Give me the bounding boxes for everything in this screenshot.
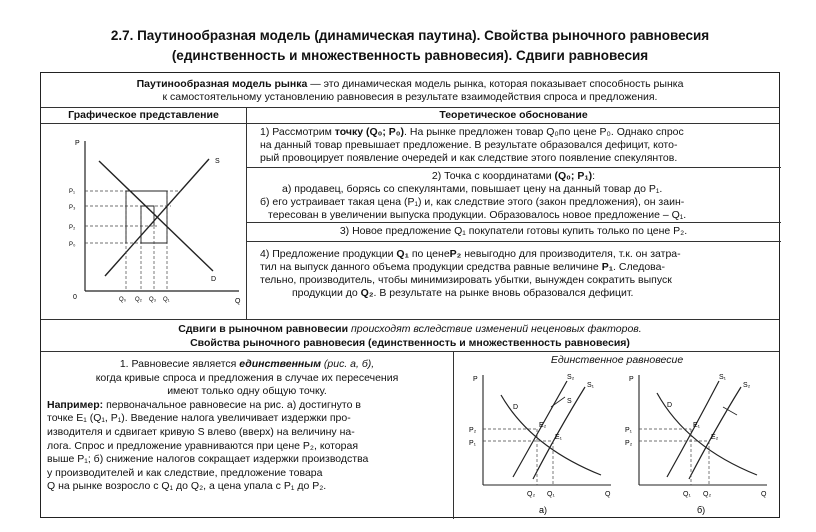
uniqueness-line: у производителей и как следствие, предложение товара (47, 466, 323, 479)
point-label: E₂ (539, 422, 547, 429)
theory-text: точку (Q₀; P₀) (334, 126, 405, 138)
figure-label: а) (539, 505, 548, 515)
p-label: P₁ (69, 189, 76, 195)
point-label: E₂ (711, 434, 719, 441)
uniqueness-line: выше P₁; б) снижение налогов сокращает издержки производства (47, 453, 369, 466)
theory-text: б) его устраивает такая цена (P₁) и, как следствие этого (закон предложения), он заин- (260, 196, 685, 208)
equilibrium-figures (461, 367, 773, 517)
uniqueness-line: 1. Равновесие является (119, 358, 240, 370)
q-label: Q₁ (683, 491, 691, 498)
curve-label: D (513, 404, 519, 411)
axis-p-label: P (75, 140, 80, 147)
uniqueness-line: точке E₁ (Q₁, P₁). Введение налога увеличивает издержки про- (47, 412, 351, 425)
uniqueness-text (41, 357, 453, 495)
definition (41, 77, 779, 105)
cobweb-graph (61, 131, 246, 316)
theory-step-2 (246, 169, 781, 223)
q-label: Q₁ (547, 491, 555, 498)
demand-curve (99, 161, 213, 271)
curve-label: S₁ (587, 382, 595, 389)
theory-text: по цене (408, 248, 450, 260)
content-table (40, 72, 780, 518)
divider (41, 319, 779, 320)
theory-text: тельно, производитель, чтобы минимизировать убытки, вынужден сократить выпуск (260, 274, 672, 286)
point-label: E₁ (693, 422, 701, 429)
theory-text: продукции до (292, 287, 361, 299)
theory-text: P₂ (449, 248, 462, 260)
theory-text: на данный товар превышает предложение. В результате образовался дефицит, кото- (260, 139, 678, 151)
curve-label: S₂ (743, 382, 751, 389)
theory-text: P₁ (601, 261, 614, 273)
shifts-bold: Сдвиги в рыночном равновесии (178, 323, 349, 335)
theory-step-3: 3) Новое предложение Q₁ покупатели готовы купить только по цене P₂. (339, 225, 688, 237)
curve-label: S (567, 398, 572, 405)
supply-label: S (215, 158, 220, 165)
supply-curve (105, 159, 209, 276)
theory-step-1 (246, 125, 781, 166)
uniqueness-line: изводителя и сдвигает кривую S влево (вверх) на величину на- (47, 425, 355, 438)
axis-p-label: P (629, 376, 634, 383)
theory-text: тересован в увеличении выпуска продукции. Образовалось новое предложение – Q₁. (268, 209, 687, 221)
definition-text-1: — это динамическая модель рынка, которая показывает способность рынка (307, 78, 684, 90)
point-label: E₁ (555, 434, 563, 441)
curve-label: S₂ (567, 374, 575, 381)
origin-label: 0 (73, 294, 77, 301)
q-label: Q₂ (135, 297, 142, 303)
page-title (40, 26, 780, 66)
properties-title: Свойства рыночного равновесия (единственность и множественность равновесия) (190, 337, 630, 349)
q-label: Q₃ (149, 297, 157, 303)
uniqueness-bold: единственным (239, 358, 321, 370)
theory-text: тил на выпуск данного объема продукции средства равные величине (260, 261, 602, 273)
p-label: P₂ (469, 427, 477, 434)
q-label: Q (761, 491, 767, 498)
uniqueness-line: имеют только одну общую точку. (167, 385, 327, 398)
curve-label: D (667, 402, 673, 409)
cobweb-spiral (126, 191, 167, 243)
theory-text: Q₂ (360, 287, 374, 299)
theory-text: Q₁ (396, 248, 409, 260)
theory-text: рый провоцирует появление очередей и как следствие этого появление спекулянтов. (260, 152, 678, 164)
divider (246, 241, 781, 242)
theory-text: . На рынке предложен товар Q₀по цене P₀. Однако спрос (404, 126, 684, 138)
theory-step-4 (246, 247, 781, 301)
curve-label: S₁ (719, 374, 727, 381)
uniqueness-line: первоначальное равновесие на рис. а) достигнуто в (103, 398, 361, 411)
theory-text: невыгодно для производителя, т.к. он затра- (461, 248, 681, 260)
figure-b (625, 374, 767, 515)
theory-text: . В результате на рынке вновь образовался дефицит. (373, 287, 634, 299)
p-label: P₁ (625, 427, 633, 434)
figures-caption: Единственное равновесие (550, 354, 684, 366)
q-label: Q (605, 491, 611, 498)
q-label: Q₂ (527, 491, 536, 498)
uniqueness-line: Q на рынке возросло с Q₁ до Q₂, а цена упала с P₁ до P₂. (47, 480, 327, 493)
example-label: Например: (47, 398, 104, 411)
divider (246, 167, 781, 168)
shifts-note (41, 322, 779, 337)
demand-label: D (211, 276, 217, 283)
title-line-2: (единственность и множественность равновесия). Сдвиги равновесия (171, 48, 649, 63)
theory-text: 2) Точка с координатами (431, 170, 555, 182)
axis-q-label: Q (235, 298, 241, 305)
p-label: P₂ (69, 225, 76, 231)
title-line-1: 2.7. Паутинообразная модель (динамическая паутина). Свойства рыночного равновесия (110, 28, 710, 43)
theory-text: : (592, 170, 596, 182)
theory-text: 4) Предложение продукции (260, 248, 397, 260)
figure-a (469, 374, 611, 515)
supply-curve (689, 387, 741, 479)
q-label: Q₁ (163, 297, 170, 303)
definition-text-2: к самостоятельному установлению равновесия в результате взаимодействия спроса и предложения. (162, 91, 658, 103)
p-label: P₂ (625, 440, 633, 447)
uniqueness-line: (рис. а, б), (321, 358, 375, 370)
uniqueness-line: лога. Спрос и предложение уравниваются при цене P₂, которая (47, 439, 359, 452)
divider (41, 351, 779, 352)
shifts-italic: происходят вследствие изменений неценовых факторов. (348, 323, 642, 335)
p-label: P₁ (469, 440, 477, 447)
divider (246, 222, 781, 223)
theory-text: 1) Рассмотрим (260, 126, 335, 138)
q-label: Q₀ (119, 297, 127, 303)
header-graphic: Графическое представление (68, 109, 219, 121)
theory-text: а) продавец, борясь со спекулянтами, повышает цену на данный товар до P₁. (282, 183, 663, 195)
definition-term: Паутинообразная модель рынка (136, 78, 308, 90)
p-label: P₀ (69, 242, 76, 248)
header-theory: Теоретическое обоснование (439, 109, 588, 121)
p-label: P₃ (69, 205, 76, 211)
theory-text: . Следова- (613, 261, 665, 273)
axis-p-label: P (473, 376, 478, 383)
uniqueness-line: когда кривые спроса и предложения в случае их пересечения (95, 371, 399, 384)
column-divider (453, 351, 454, 519)
theory-text: (Q₀; P₁) (554, 170, 593, 182)
divider (41, 123, 779, 124)
supply-curve (513, 381, 567, 477)
figure-label: б) (697, 505, 706, 515)
q-label: Q₂ (703, 491, 712, 498)
